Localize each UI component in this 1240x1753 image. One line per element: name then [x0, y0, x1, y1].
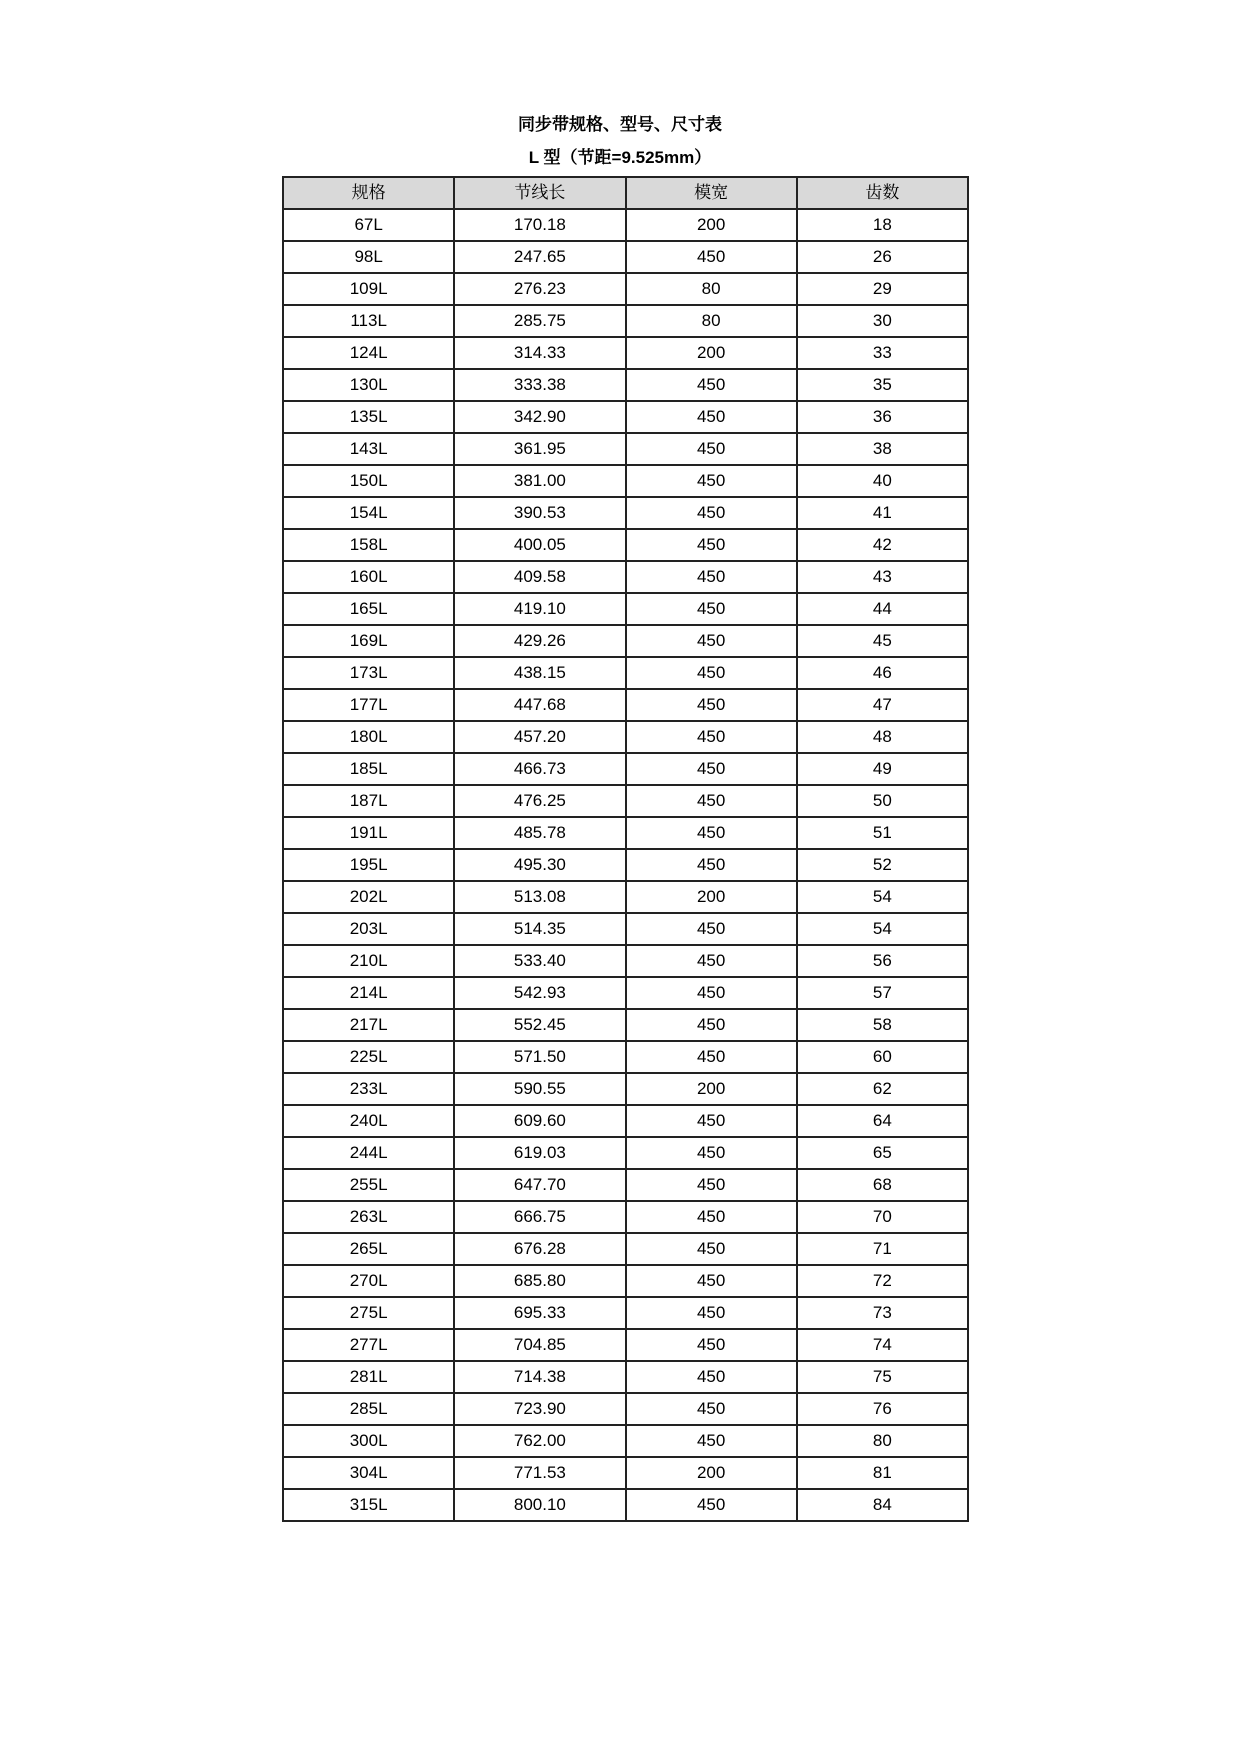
cell-pitch-length: 609.60 [454, 1105, 625, 1137]
cell-spec: 300L [283, 1425, 454, 1457]
cell-pitch-length: 485.78 [454, 817, 625, 849]
cell-pitch-length: 685.80 [454, 1265, 625, 1297]
cell-spec: 165L [283, 593, 454, 625]
cell-spec: 214L [283, 977, 454, 1009]
cell-pitch-length: 495.30 [454, 849, 625, 881]
cell-mold-width: 200 [626, 337, 797, 369]
cell-mold-width: 450 [626, 529, 797, 561]
cell-pitch-length: 457.20 [454, 721, 625, 753]
cell-pitch-length: 762.00 [454, 1425, 625, 1457]
table-row [283, 657, 968, 689]
cell-mold-width: 450 [626, 817, 797, 849]
table-row [283, 529, 968, 561]
cell-teeth: 36 [797, 401, 968, 433]
cell-pitch-length: 390.53 [454, 497, 625, 529]
cell-teeth: 52 [797, 849, 968, 881]
cell-mold-width: 450 [626, 1009, 797, 1041]
table-row [283, 1073, 968, 1105]
cell-spec: 217L [283, 1009, 454, 1041]
cell-pitch-length: 438.15 [454, 657, 625, 689]
cell-spec: 130L [283, 369, 454, 401]
cell-spec: 304L [283, 1457, 454, 1489]
table-row [283, 497, 968, 529]
cell-mold-width: 450 [626, 1425, 797, 1457]
cell-mold-width: 450 [626, 625, 797, 657]
cell-teeth: 72 [797, 1265, 968, 1297]
cell-teeth: 33 [797, 337, 968, 369]
cell-mold-width: 450 [626, 497, 797, 529]
cell-mold-width: 450 [626, 1393, 797, 1425]
cell-pitch-length: 314.33 [454, 337, 625, 369]
cell-mold-width: 200 [626, 1457, 797, 1489]
cell-teeth: 29 [797, 273, 968, 305]
cell-teeth: 81 [797, 1457, 968, 1489]
cell-mold-width: 450 [626, 561, 797, 593]
cell-spec: 203L [283, 913, 454, 945]
table-row [283, 1297, 968, 1329]
cell-pitch-length: 342.90 [454, 401, 625, 433]
cell-spec: 169L [283, 625, 454, 657]
cell-mold-width: 450 [626, 753, 797, 785]
cell-mold-width: 450 [626, 241, 797, 273]
cell-spec: 255L [283, 1169, 454, 1201]
table-header [283, 177, 968, 209]
cell-mold-width: 450 [626, 721, 797, 753]
cell-teeth: 49 [797, 753, 968, 785]
table-row [283, 1361, 968, 1393]
cell-spec: 150L [283, 465, 454, 497]
cell-mold-width: 450 [626, 369, 797, 401]
cell-pitch-length: 381.00 [454, 465, 625, 497]
cell-pitch-length: 409.58 [454, 561, 625, 593]
table-row [283, 785, 968, 817]
cell-mold-width: 450 [626, 1297, 797, 1329]
cell-pitch-length: 170.18 [454, 209, 625, 241]
cell-mold-width: 450 [626, 465, 797, 497]
table-row [283, 849, 968, 881]
cell-pitch-length: 513.08 [454, 881, 625, 913]
cell-teeth: 30 [797, 305, 968, 337]
table-row [283, 369, 968, 401]
cell-spec: 195L [283, 849, 454, 881]
table-row [283, 977, 968, 1009]
cell-spec: 315L [283, 1489, 454, 1521]
cell-spec: 210L [283, 945, 454, 977]
cell-teeth: 54 [797, 913, 968, 945]
cell-teeth: 42 [797, 529, 968, 561]
cell-mold-width: 450 [626, 849, 797, 881]
cell-pitch-length: 619.03 [454, 1137, 625, 1169]
cell-pitch-length: 723.90 [454, 1393, 625, 1425]
cell-spec: 265L [283, 1233, 454, 1265]
header-cell-mold-width: 模宽 [626, 177, 797, 209]
cell-pitch-length: 552.45 [454, 1009, 625, 1041]
cell-teeth: 73 [797, 1297, 968, 1329]
table-row [283, 401, 968, 433]
cell-teeth: 35 [797, 369, 968, 401]
cell-mold-width: 450 [626, 785, 797, 817]
cell-pitch-length: 285.75 [454, 305, 625, 337]
table-row [283, 625, 968, 657]
table-row [283, 1041, 968, 1073]
cell-spec: 67L [283, 209, 454, 241]
spec-table [282, 176, 969, 1522]
cell-teeth: 26 [797, 241, 968, 273]
cell-mold-width: 200 [626, 1073, 797, 1105]
cell-pitch-length: 695.33 [454, 1297, 625, 1329]
cell-teeth: 65 [797, 1137, 968, 1169]
cell-teeth: 74 [797, 1329, 968, 1361]
cell-spec: 270L [283, 1265, 454, 1297]
table-row [283, 1009, 968, 1041]
cell-pitch-length: 466.73 [454, 753, 625, 785]
cell-mold-width: 450 [626, 913, 797, 945]
table-row [283, 1425, 968, 1457]
cell-pitch-length: 476.25 [454, 785, 625, 817]
cell-pitch-length: 704.85 [454, 1329, 625, 1361]
cell-mold-width: 450 [626, 1489, 797, 1521]
cell-mold-width: 450 [626, 657, 797, 689]
cell-spec: 160L [283, 561, 454, 593]
cell-teeth: 57 [797, 977, 968, 1009]
table-row [283, 209, 968, 241]
cell-mold-width: 450 [626, 977, 797, 1009]
header-cell-spec: 规格 [283, 177, 454, 209]
cell-spec: 191L [283, 817, 454, 849]
cell-teeth: 62 [797, 1073, 968, 1105]
cell-mold-width: 450 [626, 1105, 797, 1137]
table-row [283, 817, 968, 849]
table-row [283, 561, 968, 593]
cell-teeth: 38 [797, 433, 968, 465]
cell-pitch-length: 714.38 [454, 1361, 625, 1393]
cell-pitch-length: 361.95 [454, 433, 625, 465]
table-body [283, 209, 968, 1521]
cell-pitch-length: 419.10 [454, 593, 625, 625]
cell-teeth: 76 [797, 1393, 968, 1425]
cell-pitch-length: 333.38 [454, 369, 625, 401]
table-row [283, 273, 968, 305]
table-row [283, 1265, 968, 1297]
cell-mold-width: 450 [626, 1329, 797, 1361]
cell-mold-width: 80 [626, 305, 797, 337]
cell-teeth: 18 [797, 209, 968, 241]
cell-pitch-length: 666.75 [454, 1201, 625, 1233]
cell-spec: 240L [283, 1105, 454, 1137]
cell-teeth: 70 [797, 1201, 968, 1233]
cell-teeth: 41 [797, 497, 968, 529]
table-row [283, 689, 968, 721]
cell-spec: 143L [283, 433, 454, 465]
cell-teeth: 51 [797, 817, 968, 849]
cell-teeth: 43 [797, 561, 968, 593]
cell-spec: 158L [283, 529, 454, 561]
cell-spec: 154L [283, 497, 454, 529]
table-row [283, 305, 968, 337]
table-row [283, 913, 968, 945]
table-row [283, 337, 968, 369]
cell-mold-width: 200 [626, 881, 797, 913]
cell-mold-width: 450 [626, 689, 797, 721]
cell-spec: 187L [283, 785, 454, 817]
header-row [283, 177, 968, 209]
table-row [283, 1457, 968, 1489]
table-row [283, 1169, 968, 1201]
cell-mold-width: 200 [626, 209, 797, 241]
table-row [283, 1137, 968, 1169]
table-row [283, 1201, 968, 1233]
cell-pitch-length: 771.53 [454, 1457, 625, 1489]
cell-mold-width: 450 [626, 1169, 797, 1201]
cell-spec: 275L [283, 1297, 454, 1329]
cell-teeth: 45 [797, 625, 968, 657]
cell-spec: 113L [283, 305, 454, 337]
table-row [283, 1233, 968, 1265]
cell-teeth: 71 [797, 1233, 968, 1265]
cell-spec: 180L [283, 721, 454, 753]
header-cell-teeth: 齿数 [797, 177, 968, 209]
table-row [283, 1489, 968, 1521]
cell-pitch-length: 590.55 [454, 1073, 625, 1105]
cell-teeth: 54 [797, 881, 968, 913]
cell-teeth: 75 [797, 1361, 968, 1393]
cell-spec: 135L [283, 401, 454, 433]
table-row [283, 465, 968, 497]
cell-teeth: 80 [797, 1425, 968, 1457]
cell-pitch-length: 542.93 [454, 977, 625, 1009]
cell-pitch-length: 676.28 [454, 1233, 625, 1265]
cell-teeth: 40 [797, 465, 968, 497]
cell-spec: 263L [283, 1201, 454, 1233]
cell-mold-width: 450 [626, 1041, 797, 1073]
cell-spec: 109L [283, 273, 454, 305]
cell-pitch-length: 571.50 [454, 1041, 625, 1073]
cell-pitch-length: 429.26 [454, 625, 625, 657]
cell-teeth: 56 [797, 945, 968, 977]
cell-teeth: 47 [797, 689, 968, 721]
cell-spec: 185L [283, 753, 454, 785]
cell-teeth: 46 [797, 657, 968, 689]
cell-teeth: 50 [797, 785, 968, 817]
table-row [283, 753, 968, 785]
cell-pitch-length: 247.65 [454, 241, 625, 273]
cell-mold-width: 450 [626, 593, 797, 625]
page-subtitle: L 型（节距=9.525mm） [528, 148, 712, 167]
table-row [283, 241, 968, 273]
cell-pitch-length: 533.40 [454, 945, 625, 977]
cell-spec: 244L [283, 1137, 454, 1169]
cell-pitch-length: 514.35 [454, 913, 625, 945]
cell-pitch-length: 800.10 [454, 1489, 625, 1521]
cell-mold-width: 450 [626, 1265, 797, 1297]
cell-spec: 177L [283, 689, 454, 721]
header-cell-pitch-length: 节线长 [454, 177, 625, 209]
cell-teeth: 60 [797, 1041, 968, 1073]
cell-teeth: 48 [797, 721, 968, 753]
cell-spec: 277L [283, 1329, 454, 1361]
cell-mold-width: 450 [626, 1201, 797, 1233]
cell-mold-width: 450 [626, 433, 797, 465]
page-title: 同步带规格、型号、尺寸表 [518, 115, 722, 134]
cell-mold-width: 80 [626, 273, 797, 305]
cell-teeth: 58 [797, 1009, 968, 1041]
cell-mold-width: 450 [626, 1137, 797, 1169]
table-row [283, 433, 968, 465]
table-row [283, 945, 968, 977]
cell-spec: 124L [283, 337, 454, 369]
cell-pitch-length: 276.23 [454, 273, 625, 305]
cell-teeth: 68 [797, 1169, 968, 1201]
cell-mold-width: 450 [626, 401, 797, 433]
cell-pitch-length: 400.05 [454, 529, 625, 561]
cell-spec: 98L [283, 241, 454, 273]
table-row [283, 1329, 968, 1361]
cell-pitch-length: 647.70 [454, 1169, 625, 1201]
cell-mold-width: 450 [626, 945, 797, 977]
table-row [283, 593, 968, 625]
table-row [283, 1393, 968, 1425]
cell-mold-width: 450 [626, 1233, 797, 1265]
table-row [283, 881, 968, 913]
cell-teeth: 64 [797, 1105, 968, 1137]
cell-spec: 281L [283, 1361, 454, 1393]
cell-spec: 173L [283, 657, 454, 689]
table-row [283, 721, 968, 753]
cell-spec: 233L [283, 1073, 454, 1105]
cell-spec: 285L [283, 1393, 454, 1425]
cell-pitch-length: 447.68 [454, 689, 625, 721]
cell-spec: 225L [283, 1041, 454, 1073]
cell-teeth: 84 [797, 1489, 968, 1521]
table-row [283, 1105, 968, 1137]
cell-teeth: 44 [797, 593, 968, 625]
cell-mold-width: 450 [626, 1361, 797, 1393]
cell-spec: 202L [283, 881, 454, 913]
